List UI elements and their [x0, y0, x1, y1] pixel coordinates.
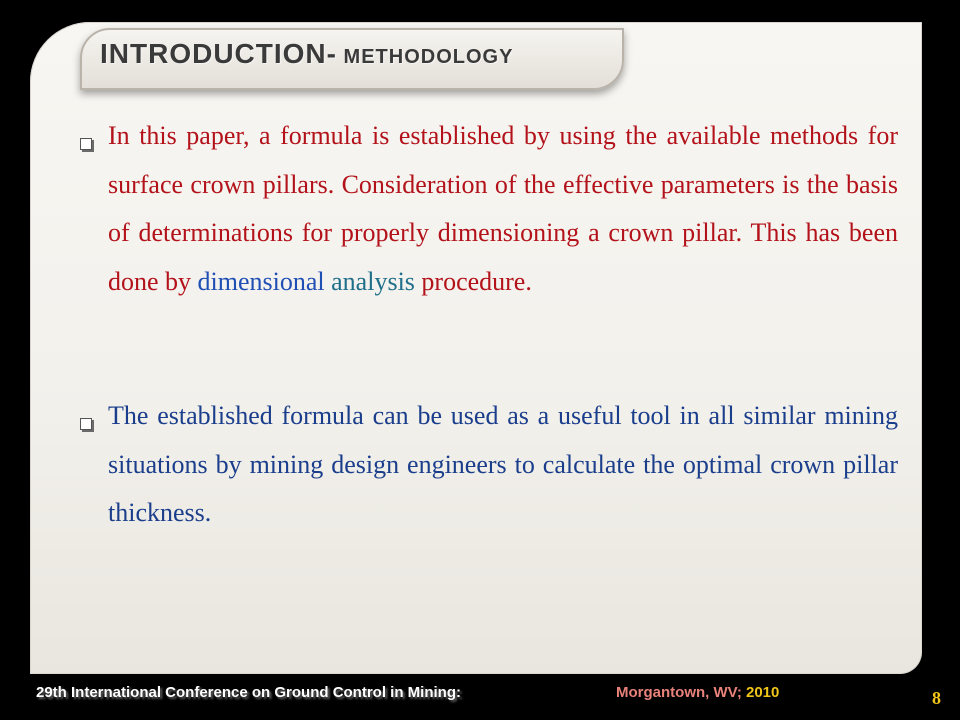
highlight-analysis: analysis [331, 266, 415, 296]
footer-year: 2010 [745, 684, 780, 701]
bullet-1-text-part1: In this paper, a formula is established by using the available methods for surface crown pillars. Consideration of the effective parameters is the basis of determinations for properly dimensioning a crown pillar. This has been done by [108, 121, 898, 296]
highlight-dimensional: dimensional [197, 266, 325, 296]
square-bullet-icon [80, 418, 92, 430]
page-number: 8 [932, 688, 941, 708]
footer-conference: 29th International Conference on Ground Control in Mining: [36, 684, 461, 701]
footer-location [616, 684, 779, 701]
title-main: INTRODUCTION- [100, 38, 337, 69]
bullet-text-2: The established formula can be used as a useful tool in all similar mining situations by mining design engineers to calculate the optimal crown pillar thickness. [108, 401, 898, 527]
bullet-1-text-part2: procedure. [414, 266, 532, 296]
square-bullet-icon [80, 138, 92, 150]
footer-location-text: Morgantown, WV; [616, 684, 746, 701]
bullet-text-1 [108, 112, 898, 306]
slide-title [100, 38, 513, 70]
title-sub: METHODOLOGY [336, 46, 514, 68]
